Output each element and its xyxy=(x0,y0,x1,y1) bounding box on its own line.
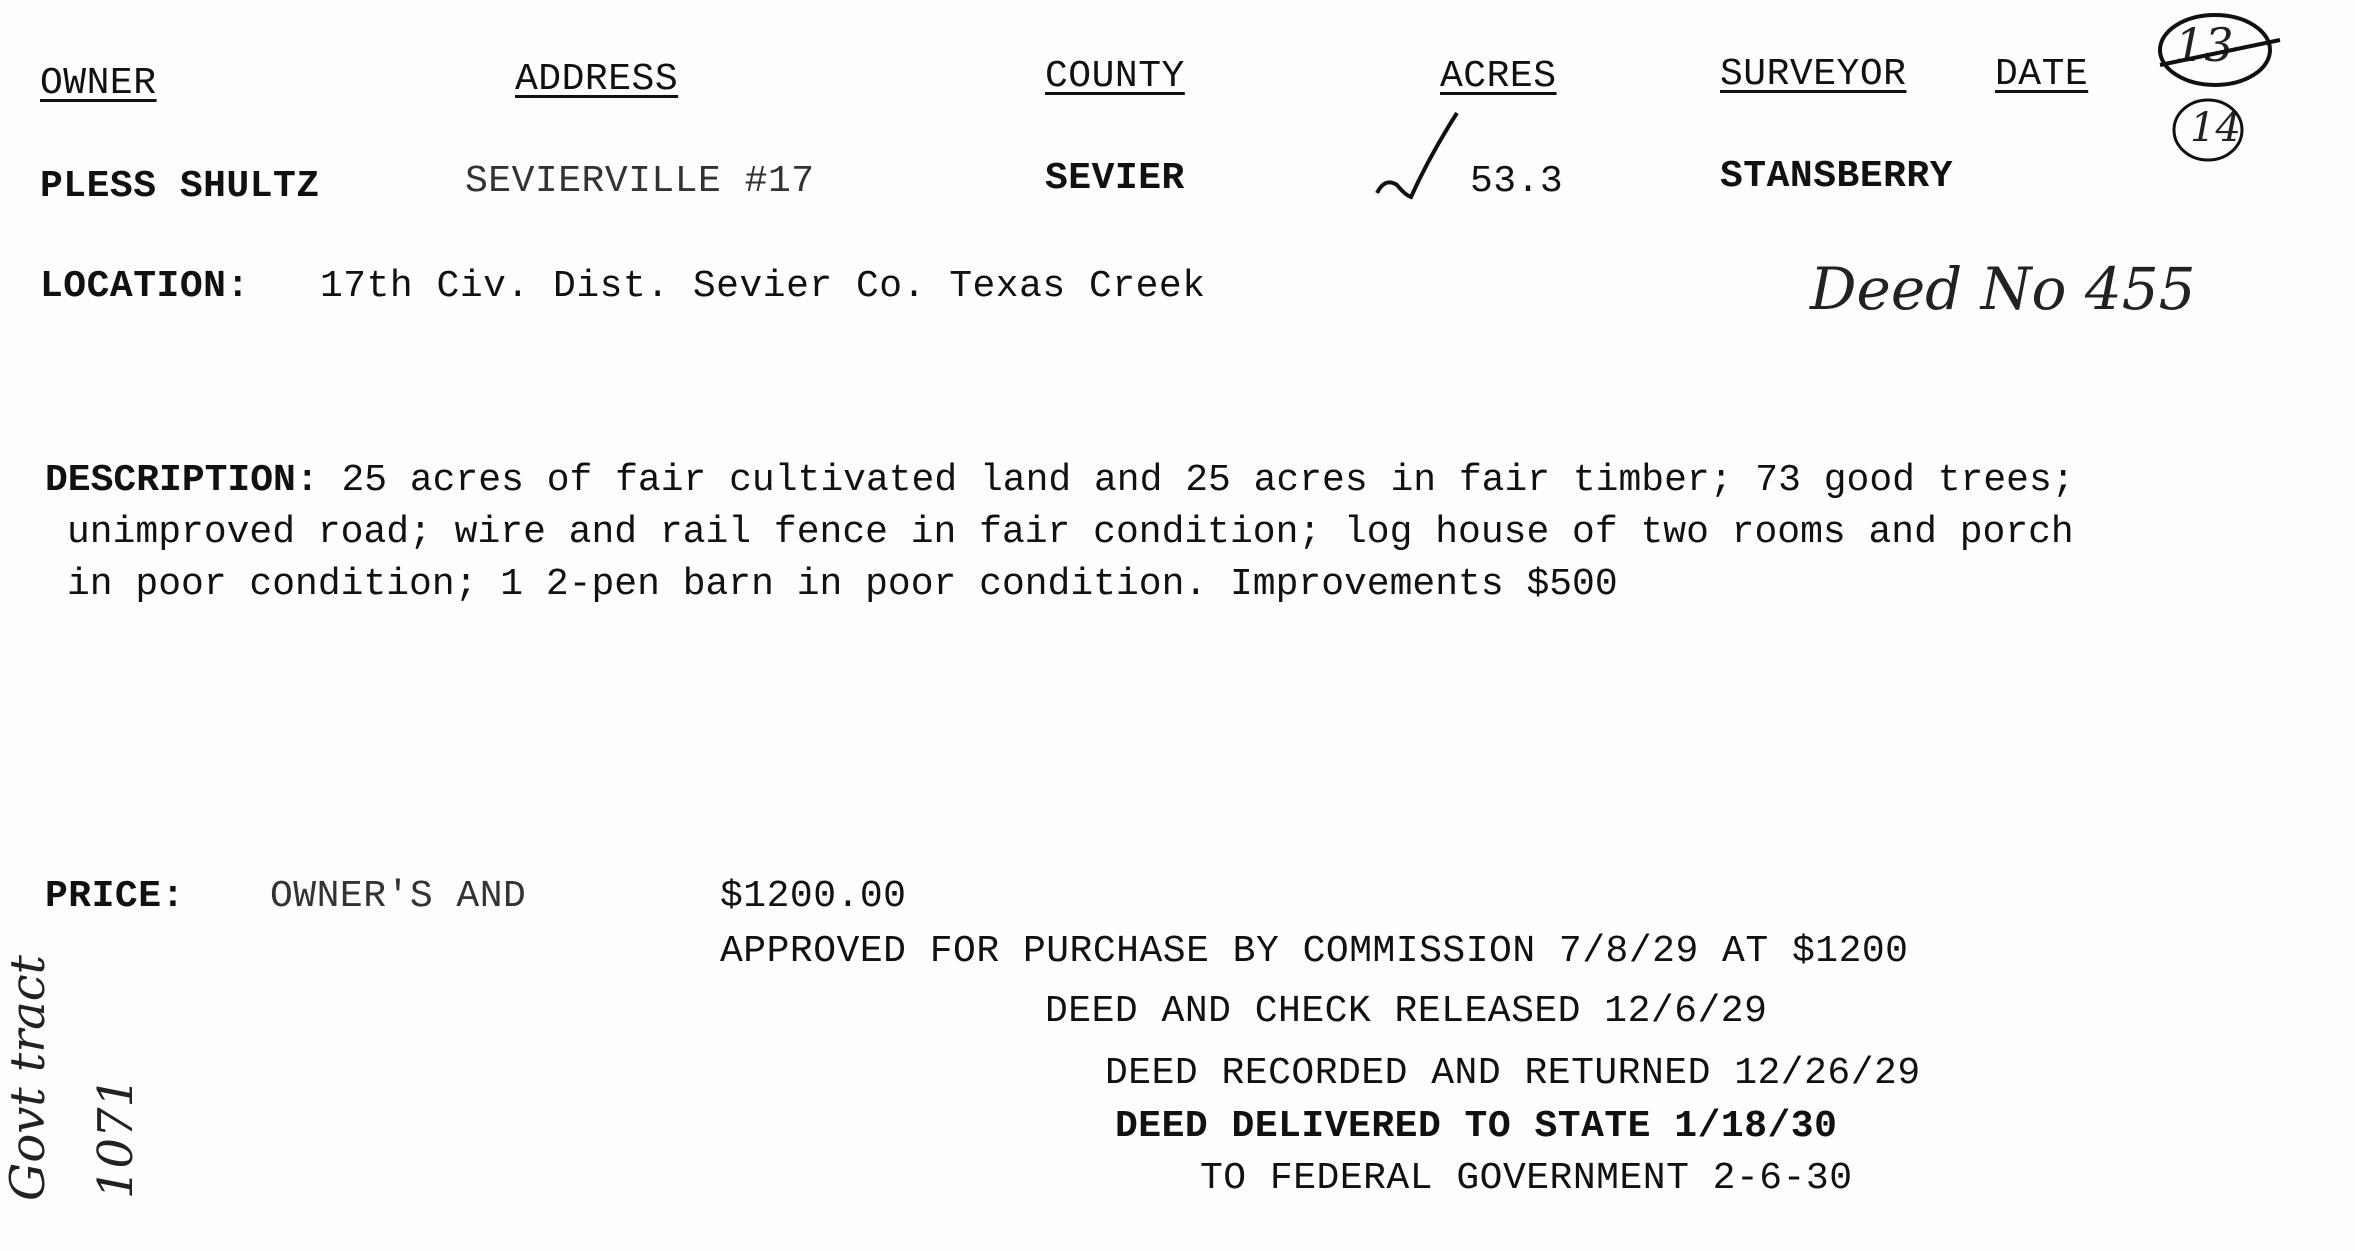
date-header: DATE xyxy=(1995,53,2089,96)
address-value: SEVIERVILLE #17 xyxy=(465,160,815,203)
delivered-line: DEED DELIVERED TO STATE 1/18/30 xyxy=(1115,1105,1838,1148)
owner-header: OWNER xyxy=(40,62,157,105)
address-header: ADDRESS xyxy=(515,58,679,101)
price-label: PRICE: xyxy=(45,875,185,918)
margin-note-tract: Govt tract xyxy=(0,955,56,1201)
recorded-line: DEED RECORDED AND RETURNED 12/26/29 xyxy=(1105,1052,1921,1095)
deed-number-handwritten: Deed No 455 xyxy=(1810,255,2196,323)
description-line-2: unimproved road; wire and rail fence in fair condition; log house of two rooms and porch xyxy=(67,511,2074,554)
margin-note-number: 1071 xyxy=(88,1076,145,1200)
description-label: DESCRIPTION: xyxy=(45,459,319,502)
approved-line: APPROVED FOR PURCHASE BY COMMISSION 7/8/29 AT $1200 xyxy=(720,930,1909,973)
circled-number: 14 xyxy=(2190,105,2241,151)
owner-value: PLESS SHULTZ xyxy=(40,165,320,208)
acres-header: ACRES xyxy=(1440,55,1557,98)
owners-and: OWNER'S AND xyxy=(270,875,527,918)
description-line-1: 25 acres of fair cultivated land and 25 acres in fair timber; 73 good trees; xyxy=(341,459,2075,502)
circle-strike-mark xyxy=(2155,5,2285,95)
circled-struck-number: 13 xyxy=(2175,18,2234,72)
surveyor-header: SURVEYOR xyxy=(1720,53,1907,96)
location-value: 17th Civ. Dist. Sevier Co. Texas Creek xyxy=(320,265,1206,308)
description-line-3: in poor condition; 1 2-pen barn in poor condition. Improvements $500 xyxy=(67,563,1618,606)
released-line: DEED AND CHECK RELEASED 12/6/29 xyxy=(1045,990,1768,1033)
checkmark xyxy=(1375,105,1475,205)
circle-mark xyxy=(2170,95,2250,165)
surveyor-value: STANSBERRY xyxy=(1720,155,1954,198)
description-block xyxy=(45,455,2075,611)
location-label: LOCATION: xyxy=(40,265,250,308)
federal-line: TO FEDERAL GOVERNMENT 2-6-30 xyxy=(1200,1157,1853,1200)
acres-value: 53.3 xyxy=(1470,160,1564,203)
price-amount: $1200.00 xyxy=(720,875,907,918)
county-header: COUNTY xyxy=(1045,55,1185,98)
county-value: SEVIER xyxy=(1045,157,1185,200)
